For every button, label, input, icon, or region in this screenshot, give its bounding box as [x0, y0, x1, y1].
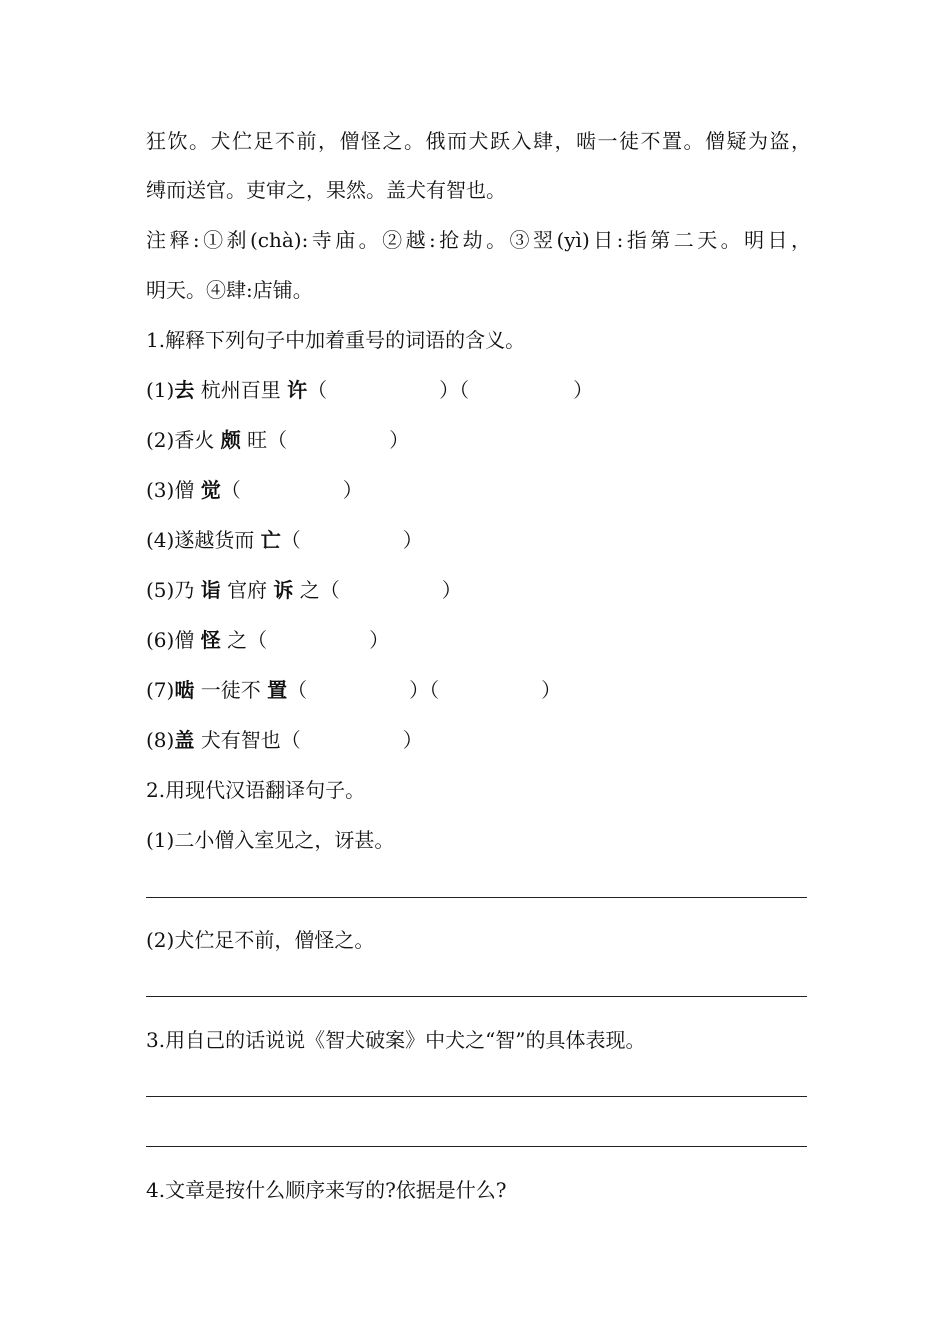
- emphasized-word: 怪: [200, 628, 221, 652]
- answer-line[interactable]: [146, 1146, 807, 1147]
- passage-line-1: 狂饮。犬伫足不前，僧怪之。俄而犬跃入肆，啮一徒不置。僧疑为盗，: [146, 129, 811, 153]
- question-3-prompt: 3.用自己的话说说《智犬破案》中犬之“智”的具体表现。: [146, 1028, 646, 1052]
- answer-line[interactable]: [146, 897, 807, 898]
- emphasized-word: 颇: [220, 428, 241, 452]
- question-2-prompt: 2.用现代汉语翻译句子。: [146, 778, 366, 802]
- answer-blank-close: ）: [541, 678, 562, 702]
- answer-blank-close: ）: [439, 378, 460, 402]
- answer-blank-open[interactable]: （: [267, 428, 288, 452]
- emphasized-word: 诣: [200, 578, 221, 602]
- q1-item-8: (8)盖 犬有智也（ ）: [146, 728, 423, 752]
- answer-blank-open[interactable]: （: [247, 628, 268, 652]
- emphasized-word: 盖: [174, 728, 195, 752]
- question-1-prompt: 1.解释下列句子中加着重号的词语的含义。: [146, 328, 526, 352]
- answer-blank-close: ）: [573, 378, 594, 402]
- answer-blank-open[interactable]: （: [307, 378, 328, 402]
- q1-item-5: (5)乃 诣 官府 诉 之（ ）: [146, 578, 462, 602]
- emphasized-word: 置: [267, 678, 288, 702]
- emphasized-word: 许: [287, 378, 308, 402]
- notes-line-2: 明天。④肆:店铺。: [146, 278, 313, 302]
- q1-item-2: (2)香火 颇 旺（ ）: [146, 428, 410, 452]
- emphasized-word: 亡: [260, 528, 281, 552]
- q2-sentence-2: (2)犬伫足不前，僧怪之。: [146, 928, 375, 952]
- answer-blank-open[interactable]: （: [287, 678, 308, 702]
- answer-blank-close: ）: [402, 528, 423, 552]
- q1-item-4: (4)遂越货而 亡（ ）: [146, 528, 423, 552]
- emphasized-word: 诉: [273, 578, 294, 602]
- q1-item-3: (3)僧 觉（ ）: [146, 478, 363, 502]
- q1-item-1: (1)去 杭州百里 许（ ）（ ）: [146, 378, 594, 402]
- answer-blank-open[interactable]: （: [280, 728, 301, 752]
- answer-blank-open[interactable]: （: [280, 528, 301, 552]
- answer-blank-open[interactable]: （: [459, 378, 470, 402]
- answer-blank-open[interactable]: （: [429, 678, 440, 702]
- answer-blank-close: ）: [369, 628, 390, 652]
- answer-blank-close: ）: [402, 728, 423, 752]
- answer-line[interactable]: [146, 996, 807, 997]
- answer-blank-close: ）: [441, 578, 462, 602]
- emphasized-word: 觉: [200, 478, 221, 502]
- q1-item-7: (7)啮 一徒不 置（ ）（ ）: [146, 678, 562, 702]
- emphasized-word: 啮: [174, 678, 195, 702]
- answer-blank-close: ）: [342, 478, 363, 502]
- notes-line-1: 注释:①刹(chà):寺庙。②越:抢劫。③翌(yì)日:指第二天。明日，: [146, 228, 811, 252]
- question-4-prompt: 4.文章是按什么顺序来写的?依据是什么?: [146, 1178, 507, 1202]
- answer-blank-open[interactable]: （: [319, 578, 340, 602]
- answer-line[interactable]: [146, 1096, 807, 1097]
- answer-blank-close: ）: [389, 428, 410, 452]
- emphasized-word: 去: [174, 378, 195, 402]
- answer-blank-open[interactable]: （: [220, 478, 241, 502]
- q2-sentence-1: (1)二小僧入室见之，讶甚。: [146, 828, 395, 852]
- passage-line-2: 缚而送官。吏审之，果然。盖犬有智也。: [146, 178, 506, 202]
- answer-blank-close: ）: [409, 678, 430, 702]
- q1-item-6: (6)僧 怪 之（ ）: [146, 628, 390, 652]
